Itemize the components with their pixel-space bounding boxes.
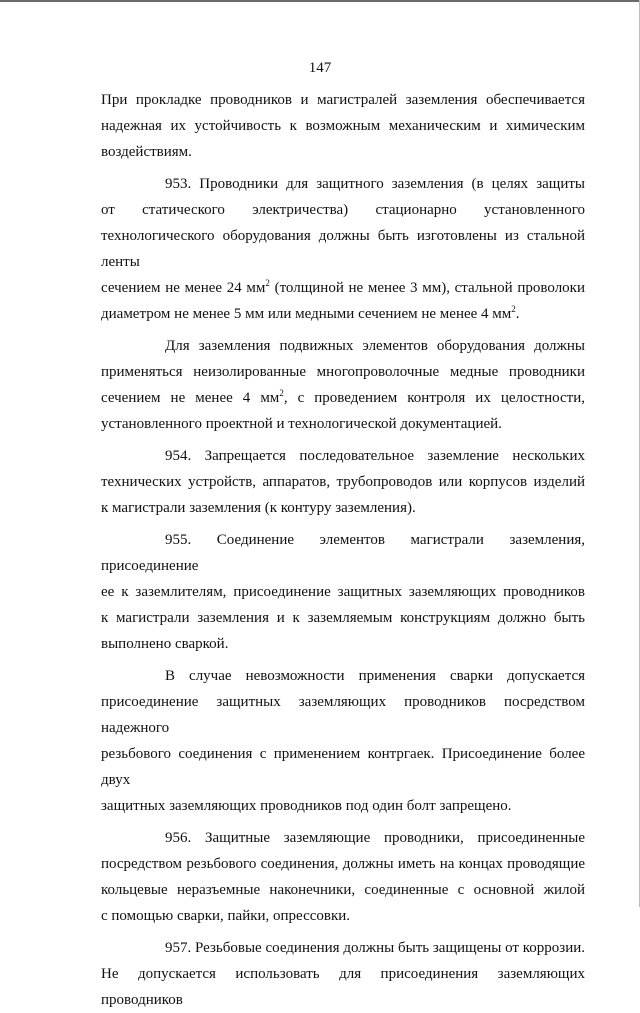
paragraph-line: к магистрали заземления и к заземляемым конструкциям должно быть <box>101 610 585 626</box>
paragraph-line: резьбового соединения с применением контргаек. Присоединение более двух <box>101 746 585 788</box>
paragraph-956: 956. Защитные заземляющие проводники, присоединенные <box>165 830 585 846</box>
paragraph-line: посредством резьбового соединения, должны иметь на концах проводящие <box>101 856 585 872</box>
paragraph-bolted-connection: В случае невозможности применения сварки допускается <box>165 668 585 684</box>
paragraph-line: воздействиям. <box>101 144 192 160</box>
paragraph-954: 954. Запрещается последовательное заземление нескольких <box>165 448 585 464</box>
scan-top-edge <box>0 0 640 2</box>
paragraph-line: от статического электричества) стационарно установленного <box>101 202 585 218</box>
paragraph-955: 955. Соединение элементов магистрали заземления, присоединение <box>101 532 585 574</box>
paragraph-line: установленного проектной и технологической документацией. <box>101 416 502 432</box>
paragraph-continuation: При прокладке проводников и магистралей заземления обеспечивается <box>101 92 585 108</box>
paragraph-line: сечением не менее 4 $мм^2$, с проведением контроля их целостности, <box>101 388 585 406</box>
paragraph-line: присоединение защитных заземляющих проводников посредством надежного <box>101 694 585 736</box>
paragraph-line: к магистрали заземления (к контуру заземления). <box>101 500 416 516</box>
paragraph-line: сечением не менее 24 $мм^2$ (толщиной не менее 3 мм), стальной проволоки <box>101 278 585 296</box>
paragraph-line: кольцевые неразъемные наконечники, соединенные с основной жилой <box>101 882 585 898</box>
paragraph-line: Не допускается использовать для присоединения заземляющих проводников <box>101 966 585 1008</box>
paragraph-line: применяться неизолированные многопроволочные медные проводники <box>101 364 585 380</box>
paragraph-line: надежная их устойчивость к возможным механическим и химическим <box>101 118 585 134</box>
document-body <box>101 87 585 1013</box>
paragraph-line: защитных заземляющих проводников под один болт запрещено. <box>101 798 512 814</box>
paragraph-line: ее к заземлителям, присоединение защитных заземляющих проводников <box>101 584 585 600</box>
paragraph-mobile-grounding: Для заземления подвижных элементов оборудования должны <box>165 338 585 354</box>
paragraph-953: 953. Проводники для защитного заземления (в целях защиты <box>165 176 585 192</box>
paragraph-line: технологического оборудования должны быть изготовлены из стальной ленты <box>101 228 585 270</box>
paragraph-line: выполнено сваркой. <box>101 636 229 652</box>
paragraph-line: технических устройств, аппаратов, трубопроводов или корпусов изделий <box>101 474 585 490</box>
paragraph-line: с помощью сварки, пайки, опрессовки. <box>101 908 351 924</box>
paragraph-line: диаметром не менее 5 мм или медными сечением не менее 4 $мм^2$. <box>101 304 520 322</box>
paragraph-957: 957. Резьбовые соединения должны быть защищены от коррозии. <box>165 940 585 956</box>
page-number: 147 <box>308 60 332 76</box>
